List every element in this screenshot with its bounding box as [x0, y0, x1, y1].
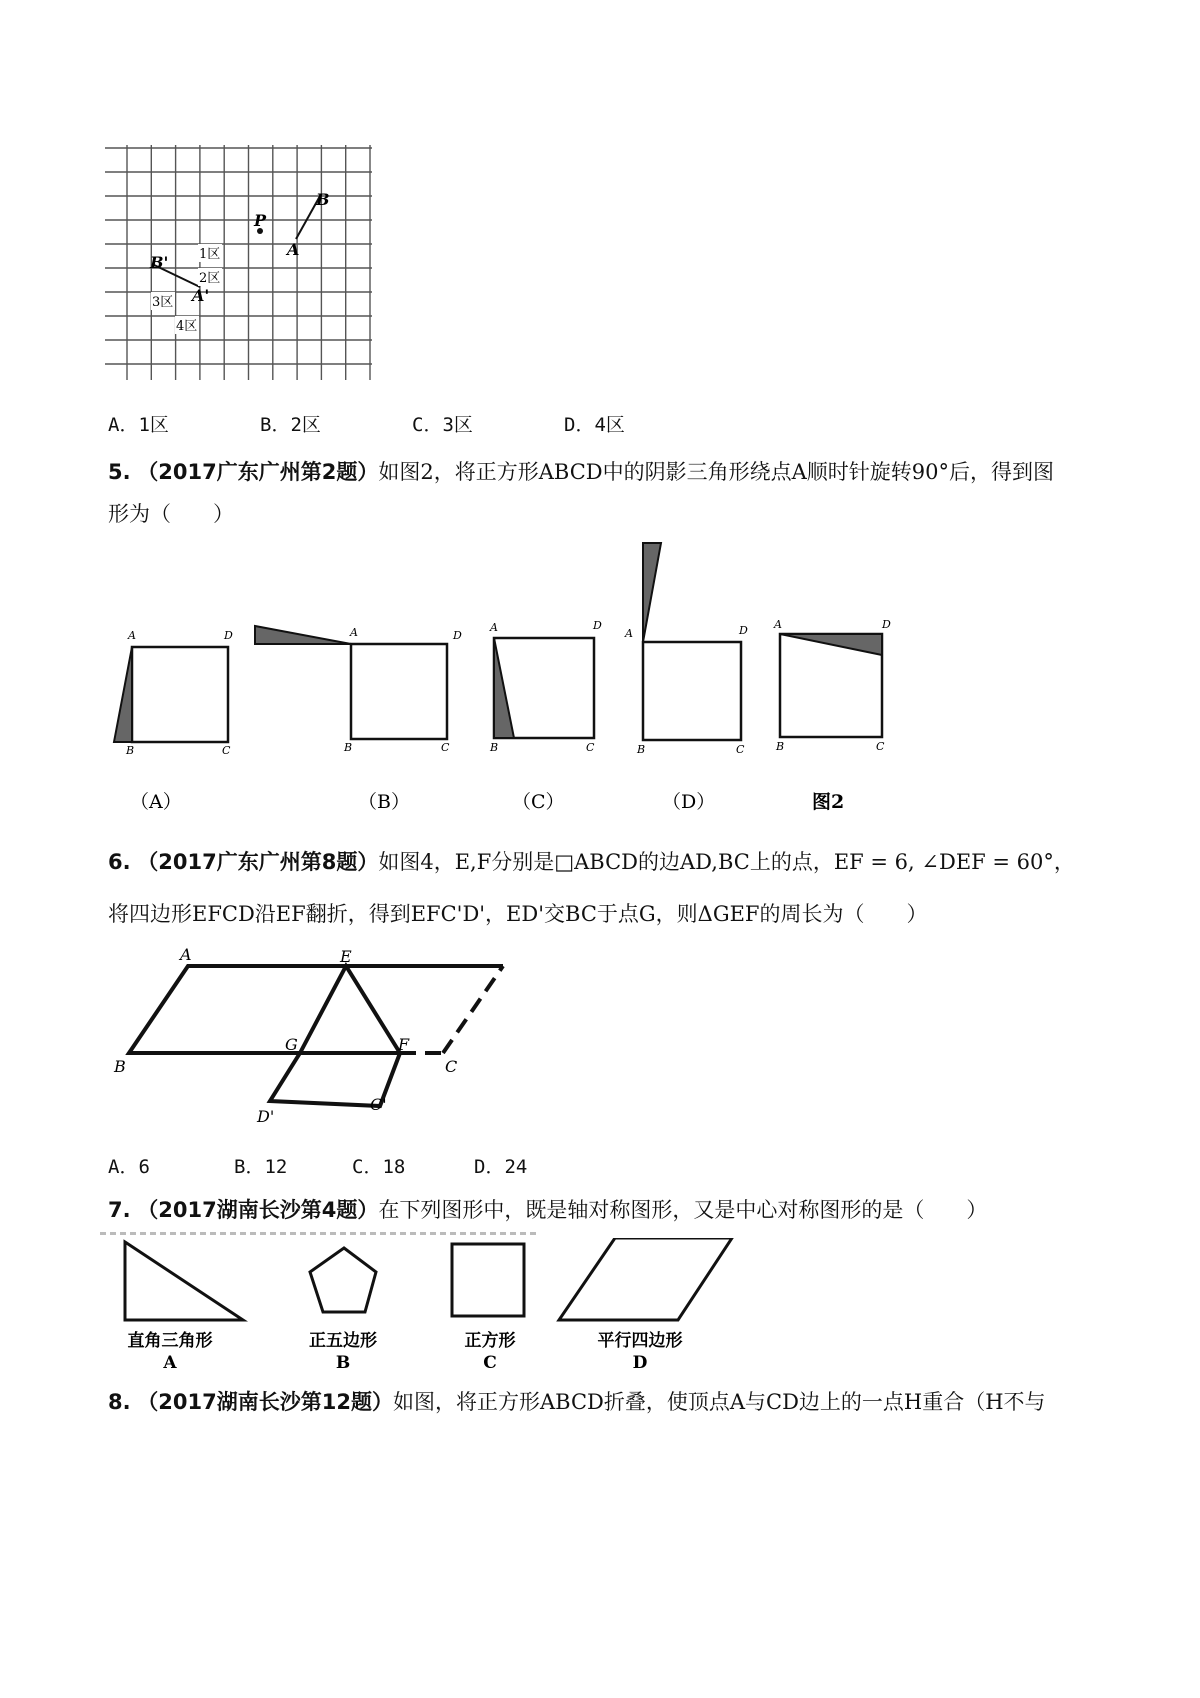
- q5-text-line1: 如图2，将正方形ABCD中的阴影三角形绕点A顺时针旋转90°后，得到图: [378, 460, 1054, 484]
- q6-text-line2: 将四边形EFCD沿EF翻折，得到EFC'D'，ED'交BC于点G，则ΔGEF的周长为（ ）: [108, 902, 928, 926]
- square-shape: [452, 1244, 524, 1316]
- q4-option-d: D．4区: [564, 414, 625, 436]
- q7-number: 7.: [108, 1198, 131, 1222]
- label-B: B: [316, 190, 330, 209]
- q6-option-d: D．24: [474, 1156, 528, 1178]
- q4-option-a: A．1区: [108, 414, 169, 436]
- q7-figures: [100, 1238, 740, 1378]
- svg-text:A: A: [625, 627, 633, 640]
- q6-label-F: F: [398, 1035, 410, 1054]
- shape-name-d: 平行四边形: [597, 1331, 683, 1351]
- q6-label-B: B: [114, 1057, 126, 1076]
- q5-figure-a: [114, 629, 233, 757]
- svg-text:B: B: [126, 744, 135, 757]
- label-A-prime: A': [192, 286, 210, 305]
- label-B-prime: B': [150, 253, 169, 272]
- q6-option-b: B．12: [234, 1156, 288, 1178]
- q7-scan-artifact: [100, 1232, 540, 1235]
- q5-label-b: （B）: [358, 791, 410, 813]
- parallelogram-shape: [559, 1238, 732, 1320]
- q5-source: （2017广东广州第2题）: [137, 460, 379, 484]
- q8-number: 8.: [108, 1390, 131, 1414]
- q6-source: （2017广东广州第8题）: [137, 850, 379, 874]
- label-P: P: [254, 211, 267, 230]
- svg-text:D: D: [224, 629, 233, 642]
- region-1-label: 1区: [199, 247, 221, 262]
- svg-text:C: C: [441, 741, 450, 754]
- svg-text:D: D: [882, 618, 891, 631]
- svg-text:C: C: [736, 743, 745, 756]
- shape-letter-d: D: [632, 1353, 648, 1373]
- q5-figure-b: [255, 626, 462, 754]
- q5-text-line2: 形为（ ）: [108, 502, 234, 526]
- shape-letter-c: C: [483, 1353, 497, 1373]
- svg-text:B: B: [776, 740, 785, 753]
- svg-text:D: D: [739, 624, 748, 637]
- svg-text:D: D: [453, 629, 462, 642]
- q6-figure: [100, 940, 580, 1140]
- q6-option-a: A．6: [108, 1156, 150, 1178]
- q5-label-fig2: 图2: [812, 791, 845, 813]
- label-A: A: [287, 240, 300, 259]
- q6-label-A: A: [180, 945, 192, 964]
- q7-source: （2017湖南长沙第4题）: [137, 1198, 379, 1222]
- shape-letter-b: B: [335, 1353, 351, 1373]
- svg-text:B: B: [490, 741, 499, 754]
- svg-text:C: C: [222, 744, 231, 757]
- svg-text:A: A: [774, 618, 782, 631]
- q5-figure-original: [773, 618, 891, 753]
- q8-source: （2017湖南长沙第12题）: [137, 1390, 393, 1414]
- shape-name-c: 正方形: [464, 1331, 516, 1351]
- right-triangle-shape: [125, 1242, 243, 1320]
- svg-text:B: B: [637, 743, 646, 756]
- svg-text:A: A: [490, 621, 498, 634]
- q5-label-d: （D）: [662, 791, 716, 813]
- svg-text:B: B: [344, 741, 353, 754]
- q6-number: 6.: [108, 850, 131, 874]
- q7-line: [108, 1194, 987, 1224]
- q5-figure-d: [624, 543, 748, 756]
- shape-letter-a: A: [163, 1353, 177, 1373]
- svg-text:A: A: [350, 626, 358, 639]
- q6-option-c: C．18: [352, 1156, 406, 1178]
- svg-text:A: A: [128, 629, 136, 642]
- q5-number: 5.: [108, 460, 131, 484]
- shape-name-b: 正五边形: [309, 1331, 377, 1351]
- q6-line1: [108, 846, 1075, 876]
- region-4-label: 4区: [176, 319, 198, 334]
- svg-text:C: C: [586, 741, 595, 754]
- q6-label-D-prime: D': [257, 1107, 275, 1126]
- q4-option-b: B．2区: [260, 414, 321, 436]
- q6-label-C-prime: C': [370, 1095, 387, 1114]
- q8-text: 如图，将正方形ABCD折叠，使顶点A与CD边上的一点H重合（H不与: [392, 1390, 1046, 1414]
- q6-label-E: E: [340, 947, 352, 966]
- q8-line: [108, 1386, 1046, 1416]
- q5-label-c: （C）: [512, 791, 565, 813]
- q6-text-line1: 如图4，E,F分别是□ABCD的边AD,BC上的点，EF = 6, ∠DEF = 60°，: [378, 850, 1075, 874]
- svg-text:D: D: [593, 619, 602, 632]
- regular-pentagon-shape: [310, 1248, 376, 1312]
- svg-text:C: C: [876, 740, 885, 753]
- q5-figures: [100, 540, 920, 830]
- region-3-label: 3区: [152, 295, 174, 310]
- shape-name-a: 直角三角形: [127, 1331, 213, 1351]
- q6-label-G: G: [285, 1035, 298, 1054]
- q7-text: 在下列图形中，既是轴对称图形，又是中心对称图形的是（ ）: [378, 1198, 988, 1222]
- q5-figure-c: [489, 619, 602, 754]
- q5-label-a: （A）: [130, 791, 182, 813]
- q4-option-c: C．3区: [412, 414, 473, 436]
- q5-line1: [108, 456, 1054, 486]
- q6-label-C: C: [445, 1057, 458, 1076]
- region-2-label: 2区: [199, 271, 221, 286]
- grid-figure: [100, 140, 380, 385]
